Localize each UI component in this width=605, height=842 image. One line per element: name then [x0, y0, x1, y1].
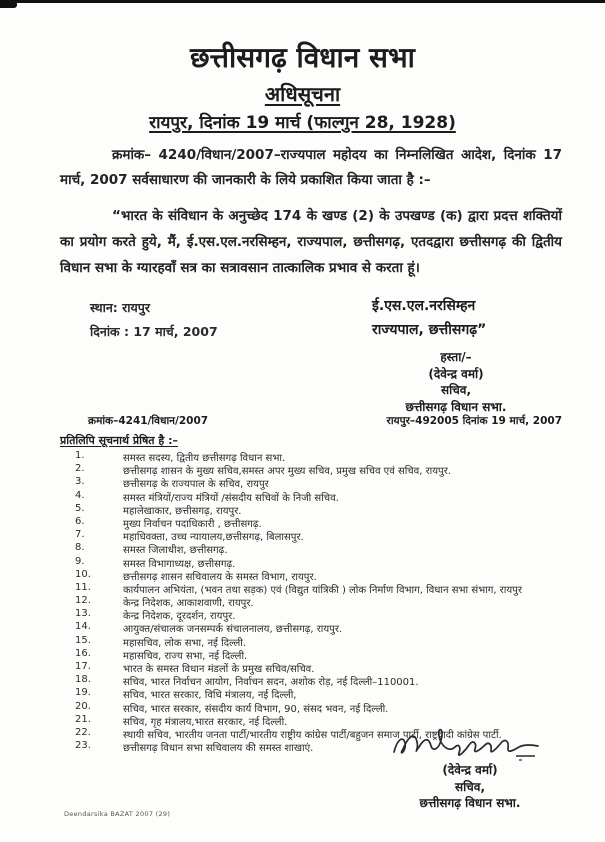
list-item: 13. केन्द्र निदेशक, दूरदर्शन, रायपुर.	[75, 608, 236, 623]
secretary-designation: सचिव,	[440, 383, 472, 397]
signed-label: हस्ता/–	[440, 350, 472, 364]
list-item: 6. मुख्य निर्वाचन पदाधिकारी , छत्तीसगढ़.	[75, 515, 262, 530]
list-item: 18. सचिव, भारत निर्वाचन आयोग, निर्वाचन सदन, अशोक रोड़, नई दिल्ली–110001.	[75, 674, 419, 689]
notification-heading: अधिसूचना	[264, 82, 341, 106]
reference-line	[60, 414, 562, 428]
secretary-name: (देवेन्द्र वर्मा)	[442, 763, 498, 777]
dateline: रायपुर, दिनांक 19 मार्च (फाल्गुन 28, 1928)	[149, 113, 456, 133]
copy-forwarded-heading: प्रतिलिपि सूचनार्थ प्रेषित है :–	[60, 434, 178, 447]
secretary-org: छत्तीसगढ़ विधान सभा.	[419, 796, 521, 810]
list-item: 22. स्थायी सचिव, भारतीय जनता पार्टी/भारतीय राष्ट्रीय कांग्रेस पार्टी/बहुजन समाज पार्टी, राष्ट्रवादी कांग्रेस पार्टी.	[75, 726, 502, 741]
list-item: 14. आयुक्त/संचालक जनसम्पर्क संचालनालय, छत्तीसगढ़, रायपुर.	[75, 621, 343, 636]
list-item: 11. कार्यपालन अभियंता, (भवन तथा सड़क) एवं (विद्युत यांत्रिकी ) लोक निर्माण विभाग, विधान सभा संभाग, रायपुर	[75, 581, 522, 596]
secretary-name: (देवेन्द्र वर्मा)	[428, 366, 484, 381]
reference-place-date: रायपुर–492005 दिनांक 19 मार्च, 2007	[386, 415, 562, 427]
list-item: 8. समस्त जिलाधीश, छत्तीसगढ़.	[75, 542, 228, 557]
secretary-final-signature-block	[380, 762, 560, 812]
order-intro-paragraph: क्रमांक– 4240/विधान/2007–राज्यपाल महोदय का निम्नलिखित आदेश, दिनांक 17 मार्च, 2007 सर्वसाधारण की जानकारी के लिये प्रकाशित किया जाता है :–	[60, 147, 562, 188]
list-item: 21. सचिव, गृह मंत्रालय,भारत सरकार, नई दिल्ली.	[75, 713, 288, 728]
list-item: 4. समस्त मंत्रियों/राज्य मंत्रियों /संसदीय सचिवों के निजी सचिव.	[75, 489, 339, 504]
list-item: 2. छत्तीसगढ़ शासन के मुख्य सचिव,समस्त अपर मुख्य सचिव, प्रमुख सचिव एवं सचिव, रायपुर.	[75, 463, 451, 478]
list-item: 7. महाधिवक्ता, उच्च न्यायालय,छत्तीसगढ़, बिलासपुर.	[75, 529, 304, 544]
secretary-org: छत्तीसगढ़ विधान सभा.	[405, 399, 507, 414]
place-date-block	[90, 296, 218, 344]
list-item: 5. महालेखाकार, छत्तीसगढ़, रायपुर.	[75, 502, 242, 517]
list-item: 23. छत्तीसगढ़ विधान सभा सचिवालय की समस्त शाखाएं.	[75, 740, 314, 755]
secretary-designation: सचिव,	[454, 779, 486, 794]
place-line: स्थान: रायपुर	[90, 300, 150, 315]
reference-number: क्रमांक–4241/विधान/2007	[88, 415, 209, 427]
governor-signature-block	[372, 294, 486, 342]
governor-name: ई.एस.एल.नरसिम्हन	[372, 298, 476, 314]
list-item: 16. महासचिव, राज्य सभा, नई दिल्ली.	[75, 647, 248, 662]
list-item: 9. समस्त विभागाध्यक्ष, छत्तीसगढ़.	[75, 555, 236, 570]
list-item: 1. समस्त सदस्य, द्वितीय छत्तीसगढ़ विधान सभा.	[75, 450, 286, 464]
list-item: 3. छत्तीसगढ़ के राज्यपाल के सचिव, रायपुर	[75, 476, 269, 491]
prorogation-order-paragraph: “भारत के संविधान के अनुच्छेद 174 के खण्ड (2) के उपखण्ड (क) द्वारा प्रदत्त शक्तियों का प्रयोग करते हुये, मैं, ई.एस.एल.नरसिम्हन, राज्यपाल, छत्तीसगढ़, एतदद्वारा छत्तीसगढ़ की द्वितीय विधान सभा के ग्यारहवाँ सत्र का सत्रावसान तात्कालिक प्रभाव से करता हूं।	[60, 208, 562, 276]
date-line: दिनांक : 17 मार्च, 2007	[90, 324, 218, 339]
page-title: छत्तीसगढ़ विधान सभा	[190, 41, 415, 74]
scan-artifact-top-bar	[8, 0, 605, 3]
list-item: 10. छत्तीसगढ़ शासन सचिवालय के समस्त विभाग, रायपुर.	[75, 568, 317, 583]
handwritten-signature	[388, 722, 548, 766]
printer-footer-note: Deendarsika BAZAT 2007 (29)	[64, 810, 171, 818]
list-item: 20. सचिव, भारत सरकार, संसदीय कार्य विभाग, 90, संसद भवन, नई दिल्ली.	[75, 700, 389, 715]
recipients-list	[60, 450, 562, 753]
list-item: 17. भारत के समस्त विधान मंडलों के प्रमुख सचिव/सचिव.	[75, 661, 315, 675]
secretary-attestation-block	[350, 349, 562, 415]
list-item: 19. सचिव, भारत सरकार, विधि मंत्रालय, नई दिल्ली,	[75, 687, 297, 702]
governor-designation: राज्यपाल, छत्तीसगढ़”	[372, 322, 487, 338]
scan-artifact-corner-blob	[0, 0, 17, 8]
list-item: 15. महासचिव, लोक सभा, नई दिल्ली.	[75, 634, 247, 649]
list-item: 12. केन्द्र निदेशक, आकाशवाणी, रायपुर.	[75, 595, 254, 610]
